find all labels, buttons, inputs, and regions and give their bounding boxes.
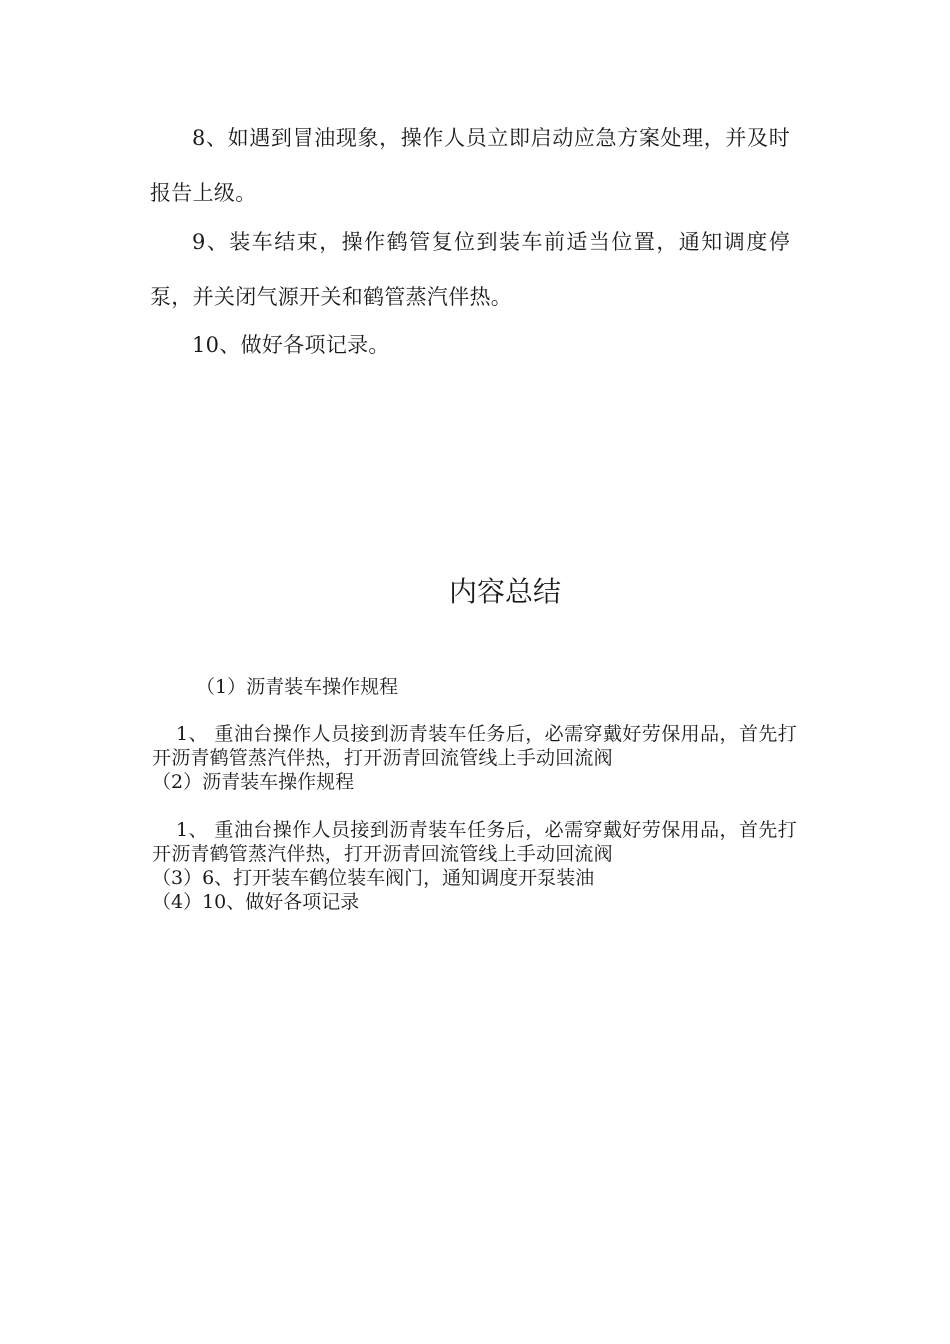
step-9-paragraph: 9、装车结束，操作鹤管复位到装车前适当位置，通知调度停泵，并关闭气源开关和鹤管蒸汽伴热。 [150,230,790,309]
summary-title: 内容总结 [448,575,561,608]
summary-block-1: 1、 重油台操作人员接到沥青装车任务后，必需穿戴好劳保用品，首先打开沥青鹤管蒸汽伴热，打开沥青回流管线上手动回流阀 [152,723,797,769]
summary-heading-1: （1）沥青装车操作规程 [196,676,399,698]
summary-line-3: （3）6、打开装车鹤位装车阀门，通知调度开泵装油 [152,867,595,889]
step-8-paragraph: 8、如遇到冒油现象，操作人员立即启动应急方案处理，并及时报告上级。 [150,126,790,205]
summary-block-2: 1、 重油台操作人员接到沥青装车任务后，必需穿戴好劳保用品，首先打开沥青鹤管蒸汽伴热，打开沥青回流管线上手动回流阀 [152,819,797,865]
summary-line-4: （4）10、做好各项记录 [152,891,360,913]
summary-heading-2: （2）沥青装车操作规程 [152,771,355,793]
step-10-paragraph: 10、做好各项记录。 [192,333,390,357]
